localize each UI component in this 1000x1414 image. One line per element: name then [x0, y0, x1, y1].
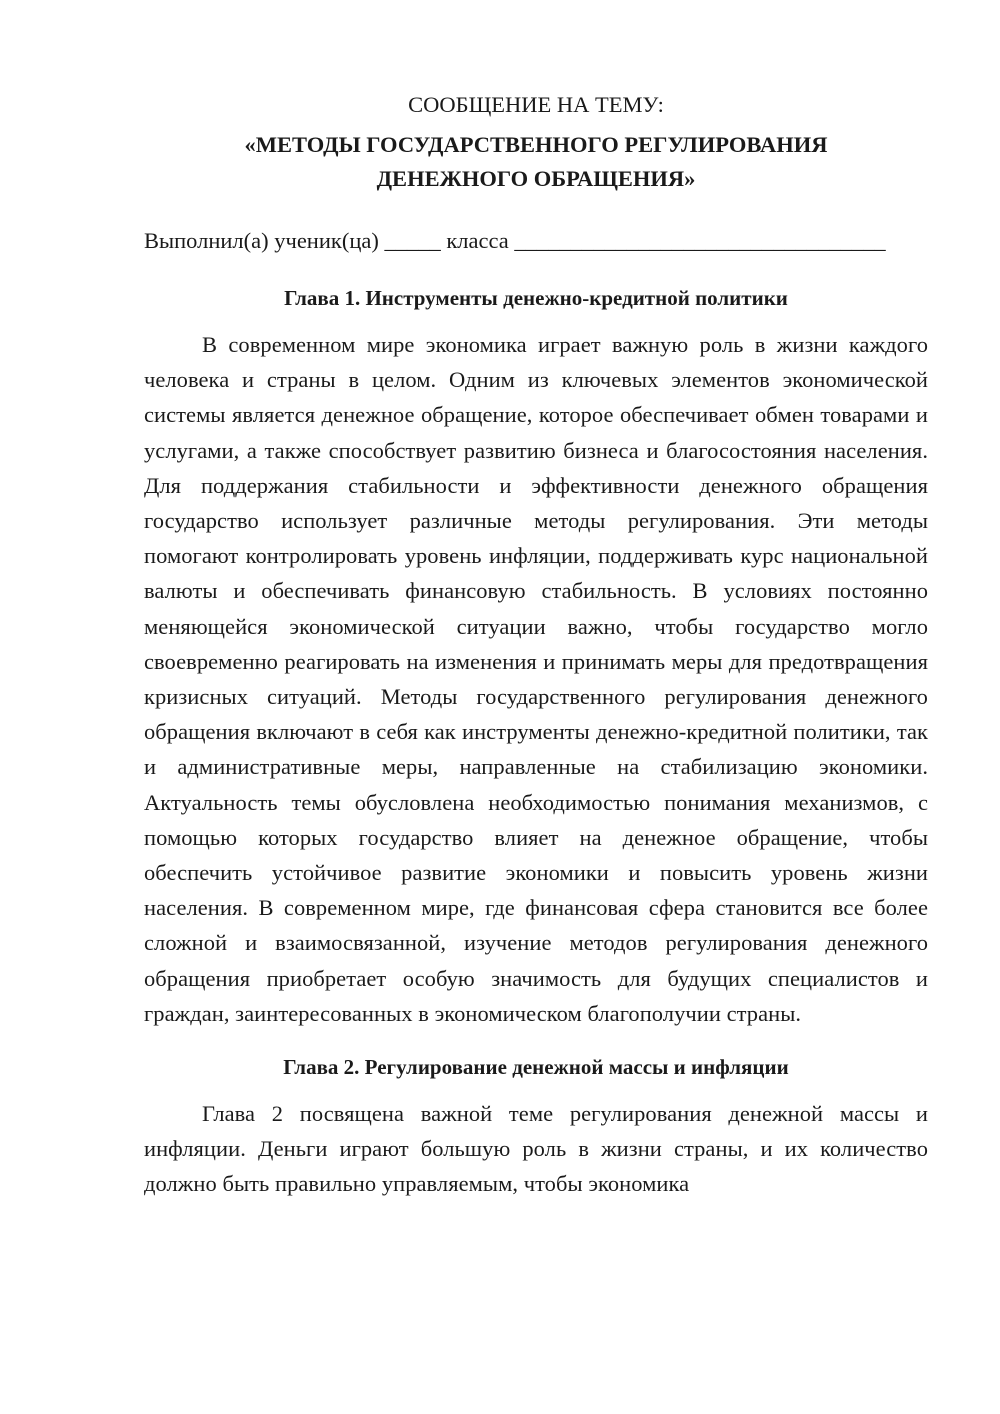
document-title-line-1: «МЕТОДЫ ГОСУДАРСТВЕННОГО РЕГУЛИРОВАНИЯ: [244, 132, 828, 157]
chapter-1-heading: Глава 1. Инструменты денежно-кредитной политики: [284, 286, 788, 310]
document-title-line-2: ДЕНЕЖНОГО ОБРАЩЕНИЯ»: [376, 166, 696, 191]
document-type-heading: СООБЩЕНИЕ НА ТЕМУ:: [408, 92, 664, 117]
chapter-1-paragraph: В современном мире экономика играет важную роль в жизни каждого человека и страны в целом. Одним из ключевых элементов экономической системы является денежное обращение, которое обеспечивает обмен товарами и услугами, а также способствует развитию бизнеса и благосостояния населения. Для поддержания стабильности и эффективности денежного обращения государство использует различные методы регулирования. Эти методы помогают контролировать уровень инфляции, поддерживать курс национальной валюты и обеспечивать финансовую стабильность. В условиях постоянно меняющейся экономической ситуации важно, чтобы государство могло своевременно реагировать на изменения и принимать меры для предотвращения кризисных ситуаций. Методы государственного регулирования денежного обращения включают в себя как инструменты денежно-кредитной политики, так и административные меры, направленные на стабилизацию экономики. Актуальность темы обусловлена необходимостью понимания механизмов, с помощью которых государство влияет на денежное обращение, чтобы обеспечить устойчивое развитие экономики и повысить уровень жизни населения. В современном мире, где финансовая сфера становится все более сложной и взаимосвязанной, изучение методов регулирования денежного обращения приобретает особую значимость для будущих специалистов и граждан, заинтересованных в экономическом благополучии страны.: [144, 332, 928, 1026]
author-line: Выполнил(а) ученик(ца) _____ класса _________________________________: [144, 228, 886, 253]
document-page: [144, 88, 928, 1202]
chapter-2-heading: Глава 2. Регулирование денежной массы и инфляции: [283, 1055, 789, 1080]
chapter-2-paragraph: Глава 2 посвящена важной теме регулирования денежной массы и инфляции. Деньги играют большую роль в жизни страны, и их количество должно быть правильно управляемым, чтобы экономика: [144, 1101, 928, 1197]
